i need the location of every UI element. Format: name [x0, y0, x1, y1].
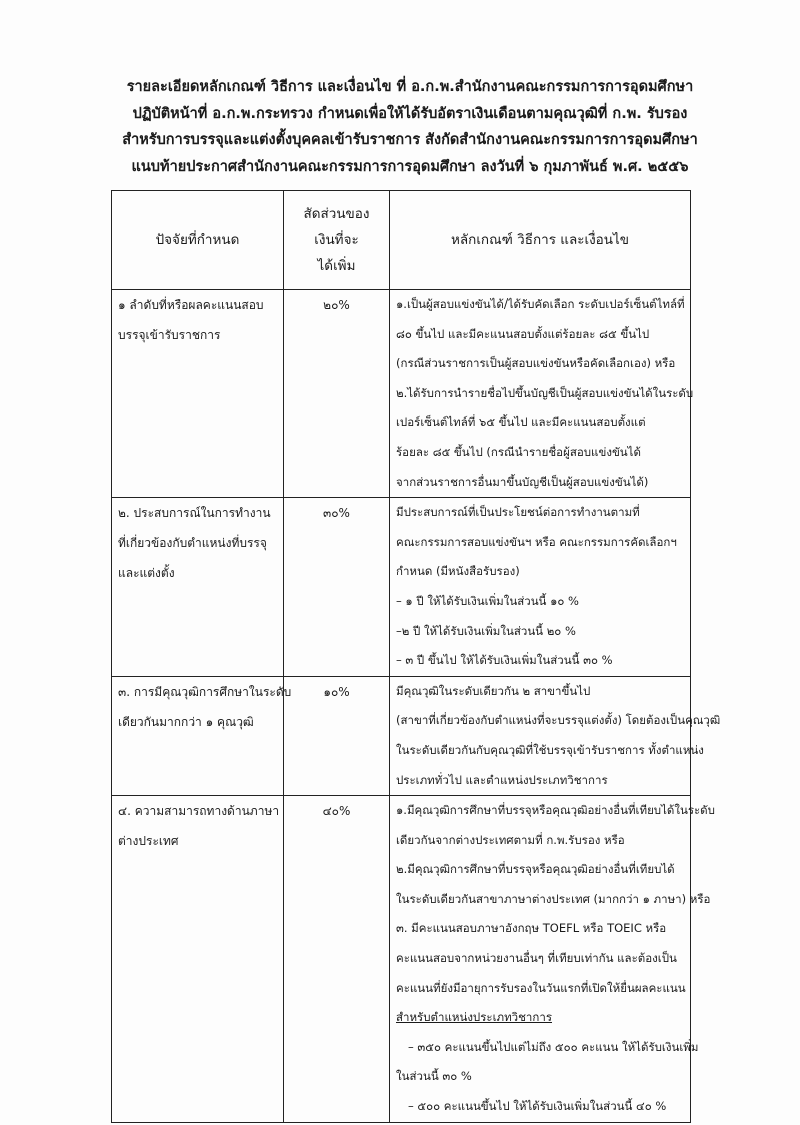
criteria-table — [111, 190, 721, 1123]
factor-cell — [112, 676, 292, 795]
title-line: รายละเอียดหลักเกณฑ์ วิธีการ และเงื่อนไข ที่ อ.ก.พ.สำนักงานคณะกรรมการการอุดมศึกษา — [126, 79, 694, 95]
factor-cell — [112, 498, 284, 677]
title-line: ปฏิบัติหน้าที่ อ.ก.พ.กระทรวง กำหนดเพื่อให้ได้รับอัตราเงินเดือนตามคุณวุฒิที่ ก.พ. รับรอง — [132, 105, 688, 122]
ratio-cell: ๑๐% — [284, 676, 390, 795]
document-title — [110, 74, 710, 180]
title-line: แนบท้ายประกาศสำนักงานคณะกรรมการการอุดมศึกษา ลงวันที่ ๖ กุมภาพันธ์ พ.ศ. ๒๕๕๖ — [131, 158, 689, 175]
ratio-cell: ๓๐% — [284, 498, 390, 677]
factor-line: เดียวกันมากกว่า ๑ คุณวุฒิ — [118, 714, 254, 729]
criteria-line: มีประสบการณ์ที่เป็นประโยชน์ต่อการทำงานตามที่ — [396, 505, 640, 520]
criteria-subline: – ๓๕๐ คะแนนขึ้นไปแต่ไม่ถึง ๕๐๐ คะแนน ให้ได้รับเงินเพิ่ม — [408, 1039, 699, 1054]
criteria-line: ในระดับเดียวกันสาขาภาษาต่างประเทศ (มากกว่า ๑ ภาษา) หรือ — [396, 891, 711, 906]
criteria-subline: – ๕๐๐ คะแนนขึ้นไป ให้ได้รับเงินเพิ่มในส่วนนี้ ๔๐ % — [408, 1099, 667, 1114]
criteria-line: ประเภททั่วไป และตำแหน่งประเภทวิชาการ — [396, 772, 608, 787]
table-row — [112, 676, 691, 795]
criteria-subline: ในส่วนนี้ ๓๐ % — [396, 1069, 472, 1084]
criteria-line: คณะกรรมการสอบแข่งขันฯ หรือ คณะกรรมการคัดเลือกฯ — [396, 534, 677, 549]
criteria-line: – ๓ ปี ขึ้นไป ให้ได้รับเงินเพิ่มในส่วนนี้ ๓๐ % — [396, 653, 613, 668]
criteria-line: (กรณีส่วนราชการเป็นผู้สอบแข่งขันหรือคัดเลือกเอง) หรือ — [396, 356, 676, 371]
criteria-line: เดียวกันจากต่างประเทศตามที่ ก.พ.รับรอง หรือ — [396, 832, 625, 847]
table-row — [112, 796, 691, 1123]
criteria-line: เปอร์เซ็นต์ไทล์ที่ ๖๕ ขึ้นไป และมีคะแนนสอบตั้งแต่ — [396, 415, 646, 430]
table-row — [112, 498, 691, 677]
criteria-cell — [390, 498, 691, 677]
criteria-line: ๑.มีคุณวุฒิการศึกษาที่บรรจุหรือคุณวุฒิอย่างอื่นที่เทียบได้ในระดับ — [396, 803, 715, 818]
factor-line: ๒. ประสบการณ์ในการทำงาน — [118, 506, 271, 521]
criteria-line: – ๑ ปี ให้ได้รับเงินเพิ่มในส่วนนี้ ๑๐ % — [396, 593, 579, 608]
criteria-line: ในระดับเดียวกันกับคุณวุฒิที่ใช้บรรจุเข้ารับราชการ ทั้งตำแหน่ง — [396, 742, 704, 757]
factor-line: ต่างประเทศ — [118, 834, 179, 849]
header-ratio — [284, 191, 390, 290]
header-row — [112, 191, 691, 290]
factor-line: ๓. การมีคุณวุฒิการศึกษาในระดับ — [118, 684, 292, 699]
table-row — [112, 290, 691, 498]
criteria-line: คะแนนสอบจากหน่วยงานอื่นๆ ที่เทียบเท่ากัน และต้องเป็น — [396, 951, 677, 966]
factor-line: ๔. ความสามารถทางด้านภาษา — [118, 804, 280, 819]
criteria-cell — [390, 290, 694, 498]
criteria-line: กำหนด (มีหนังสือรับรอง) — [396, 564, 520, 579]
criteria-line: คะแนนที่ยังมีอายุการรับรองในวันแรกที่เปิดให้ยื่นผลคะแนน — [396, 980, 686, 995]
header-ratio-line: สัดส่วนของ — [303, 206, 370, 222]
criteria-line: (สาขาที่เกี่ยวข้องกับตำแหน่งที่จะบรรจุแต่งตั้ง) โดยต้องเป็นคุณวุฒิ — [396, 713, 721, 728]
criteria-line: ๓. มีคะแนนสอบภาษาอังกฤษ TOEFL หรือ TOEIC หรือ — [396, 921, 667, 936]
factor-cell — [112, 796, 284, 1123]
header-criteria: หลักเกณฑ์ วิธีการ และเงื่อนไข — [390, 191, 691, 290]
criteria-line: ๑.เป็นผู้สอบแข่งขันได้/ได้รับคัดเลือก ระดับเปอร์เซ็นต์ไทล์ที่ — [396, 297, 685, 311]
criteria-line: มีคุณวุฒิในระดับเดียวกัน ๒ สาขาขึ้นไป — [396, 683, 591, 698]
criteria-line: ๒.ได้รับการนำรายชื่อไปขึ้นบัญชีเป็นผู้สอบแข่งขันได้ในระดับ — [396, 385, 694, 400]
criteria-line: –๒ ปี ให้ได้รับเงินเพิ่มในส่วนนี้ ๒๐ % — [396, 623, 576, 638]
factor-line: และแต่งตั้ง — [118, 566, 175, 581]
criteria-line: ร้อยละ ๘๕ ขึ้นไป (กรณีนำรายชื่อผู้สอบแข่งขันได้ — [396, 444, 641, 459]
criteria-line: ๘๐ ขึ้นไป และมีคะแนนสอบตั้งแต่ร้อยละ ๘๕ ขึ้นไป — [396, 326, 650, 341]
underlined-heading: สำหรับตำแหน่งประเภทวิชาการ — [396, 1010, 552, 1025]
criteria-cell — [390, 676, 721, 795]
ratio-cell: ๒๐% — [284, 290, 390, 498]
ratio-cell: ๔๐% — [284, 796, 390, 1123]
header-ratio-line: เงินที่จะ — [314, 232, 359, 248]
factor-cell — [112, 290, 284, 498]
factor-line: ๑ ลำดับที่หรือผลคะแนนสอบ — [118, 298, 264, 312]
criteria-line: ๒.มีคุณวุฒิการศึกษาที่บรรจุหรือคุณวุฒิอย่างอื่นที่เทียบได้ — [396, 862, 675, 877]
title-line: สำหรับการบรรจุและแต่งตั้งบุคคลเข้ารับราชการ สังกัดสำนักงานคณะกรรมการการอุดมศึกษา — [122, 132, 698, 148]
criteria-line: จากส่วนราชการอื่นมาขึ้นบัญชีเป็นผู้สอบแข่งขันได้) — [396, 474, 649, 489]
header-factor: ปัจจัยที่กำหนด — [112, 191, 284, 290]
factor-line: บรรจุเข้ารับราชการ — [118, 328, 221, 342]
header-ratio-line: ได้เพิ่ม — [317, 258, 356, 274]
criteria-cell — [390, 796, 715, 1123]
factor-line: ที่เกี่ยวข้องกับตำแหน่งที่บรรจุ — [118, 536, 267, 551]
